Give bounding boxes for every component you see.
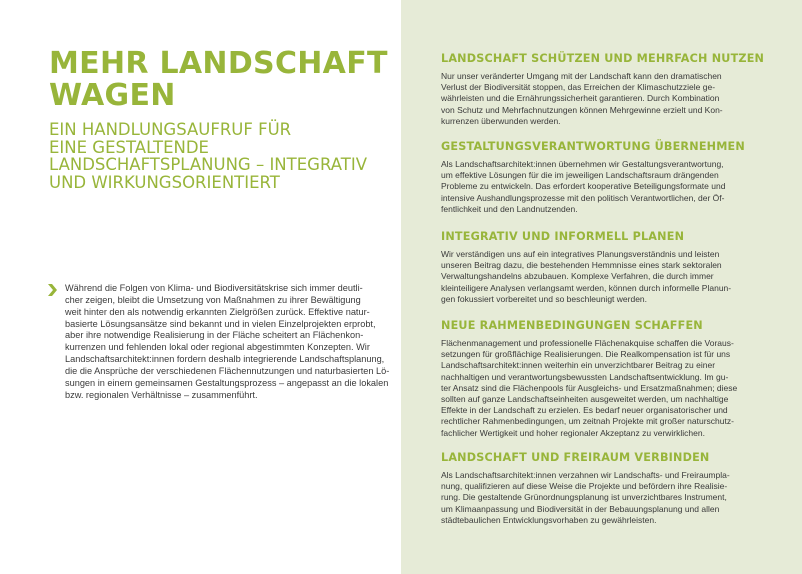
section-landschaft-freiraum bbox=[441, 451, 764, 526]
section-body: Flächenmanagement und professionelle Flächenakquise schaffen die Voraus- setzungen für großflächige Realisierungen. Die Realkompensation ist für uns Landschaftsarchitekt:innen weiterhin ein unverzichtbarer Beitrag zu einer nachhaltigen und verantwortungsbewussten Landschaftsentwicklung. Im gu- ter Ansatz sind die Flächenpools für Ausgleichs- und Ersatzmaßnahmen; diese sollten auf ganze Landschaftseinheiten ausgeweitet werden, um nachhaltige Effekte in der Landschaft zu erzielen. Es bedarf neuer organisatorischer und rechtlicher Rahmenbedingungen, um zeitnah Projekte mit großer naturschutz- fachlicher Wertigkeit und hoher regionaler Akzeptanz zu verwirklichen. bbox=[441, 338, 738, 438]
section-body: Wir verständigen uns auf ein integratives Planungsverständnis und leisten unseren Beitrag dazu, die bestehenden Hemmnisse eines stark sektoralen Verwaltungshandelns abzubauen. Komplexe Verfahren, die durch immer kleinteiligere Analysen verlangsamt werden, können durch informelle Planun- gen fokussiert vorbereitet und so beschleunigt werden. bbox=[441, 249, 732, 304]
section-rahmenbedingungen bbox=[441, 319, 764, 439]
section-heading: GESTALTUNGSVERANTWORTUNG ÜBERNEHMEN bbox=[441, 140, 745, 153]
section-body: Nur unser veränderter Umgang mit der Landschaft kann den dramatischen Verlust der Biodiversität stoppen, das Erreichen der Klimaschutzziele ge- währleisten und die Ernährungssicherheit garantieren. Durch Kombination von Schutz und Mehrfachnutzungen können Mehrgewinne erzielt und Kon- kurrenzen überwunden werden. bbox=[441, 71, 723, 126]
section-landschaft-schuetzen bbox=[441, 52, 764, 127]
section-heading: NEUE RAHMENBEDINGUNGEN SCHAFFEN bbox=[441, 319, 703, 332]
section-gestaltungsverantwortung bbox=[441, 140, 764, 215]
page-subtitle: EIN HANDLUNGSAUFRUF FÜR EINE GESTALTENDE LANDSCHAFTSPLANUNG – INTEGRATIV UND WIRKUNGSORIENTIERT bbox=[49, 120, 367, 192]
section-body: Als Landschaftsarchitekt:innen übernehmen wir Gestaltungsverantwortung, um effektive Lösungen für die im jeweiligen Landschaftsraum drängenden Probleme zu entwickeln. Das erfordert kooperative Beteiligungsformate und intensive Aushandlungsprozesse mit den politisch Verantwortlichen, der Öf- fentlichkeit und den Landnutzenden. bbox=[441, 159, 726, 214]
chevron-right-icon bbox=[48, 284, 57, 296]
section-heading: INTEGRATIV UND INFORMELL PLANEN bbox=[441, 230, 685, 243]
page-title: MEHR LANDSCHAFT WAGEN bbox=[49, 46, 388, 113]
section-heading: LANDSCHAFT UND FREIRAUM VERBINDEN bbox=[441, 451, 710, 464]
section-integrativ-planen bbox=[441, 230, 764, 305]
section-heading: LANDSCHAFT SCHÜTZEN UND MEHRFACH NUTZEN bbox=[441, 52, 765, 65]
section-body: Als Landschaftsarchitekt:innen verzahnen wir Landschafts- und Freiraumpla- nung, qualifizieren auf diese Weise die Projekte und befördern ihre Realisie- rung. Die gestaltende Grünordnungsplanung ist unverzichtbares Instrument, um Klimaanpassung und Biodiversität in der Bebauungsplanung und allen städtebaulichen Entwicklungsvorhaben zu gewährleisten. bbox=[441, 470, 730, 525]
intro-paragraph: Während die Folgen von Klima- und Biodiversitätskrise sich immer deutli- cher zeigen, bleibt die Umsetzung von Maßnahmen zu ihrer Bewältigung weit hinter den als notwendig erkannten Zielgrößen zurück. Effektive natur- basierte Lösungsansätze sind bekannt und in vielen Einzelprojekten erprobt, aber ihre notwendige Realisierung in der Fläche scheitert an Flächenkon- kurrenzen und fehlenden lokal oder regional abgestimmten Konzepten. Wir Landschaftsarchitekt:innen fordern deshalb integrierende Landschaftsplanung, die die Ansprüche der verschiedenen Flächennutzungen und naturbasierten Lö- sungen in einem gemeinsamen Gestaltungsprozess – angepasst an die lokalen bzw. regionalen Verhältnisse – zusammenführt. bbox=[65, 283, 390, 400]
